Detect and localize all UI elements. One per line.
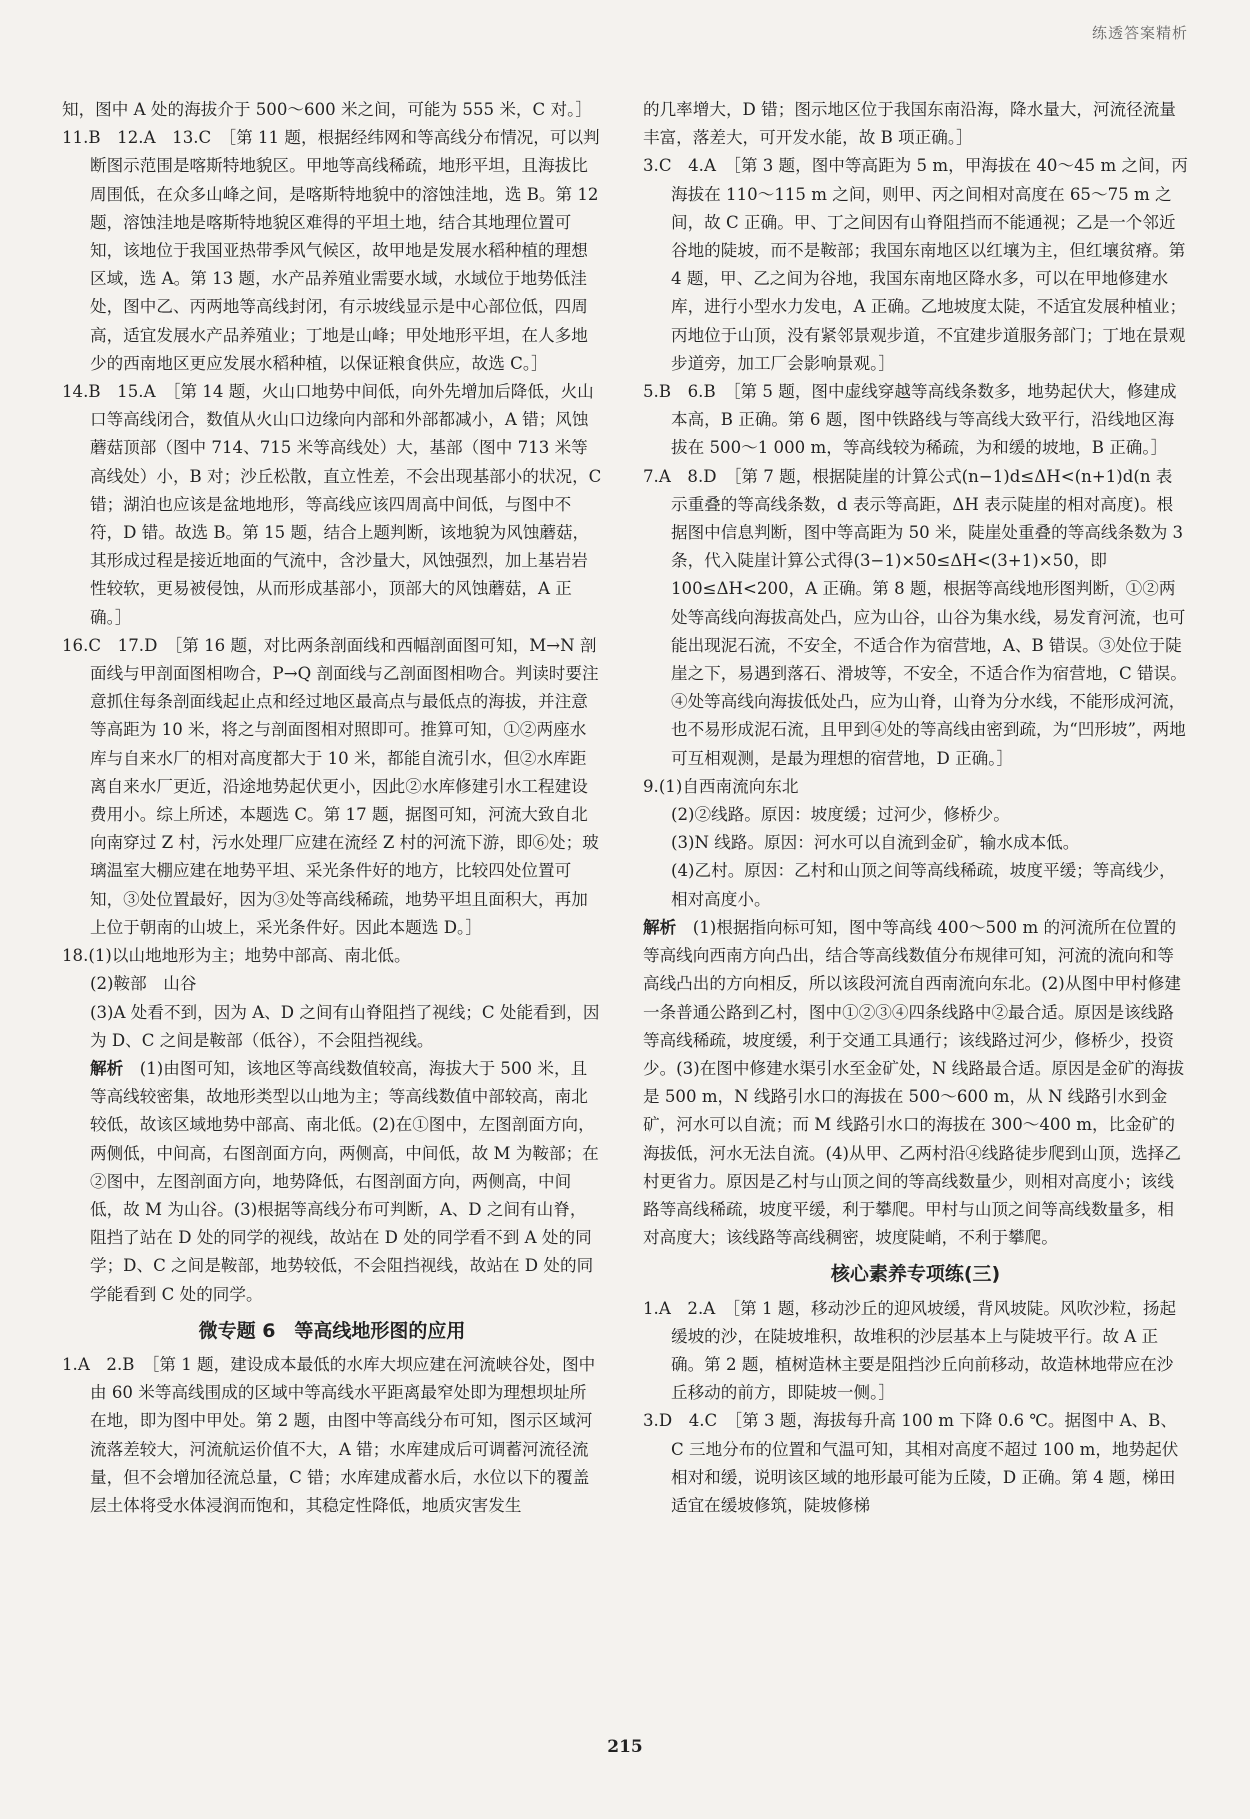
right-column	[643, 96, 1188, 1520]
answer-11-13: 11.B 12.A 13.C ［第 11 题，根据经纬网和等高线分布情况，可以判断图示范围是喀斯特地貌区。甲地等高线稀疏，地形平坦，且海拔比周围低，在众多山峰之间，是喀斯特地貌中的溶蚀洼地，选 B。第 12 题，溶蚀洼地是喀斯特地貌区难得的平坦土地，结合其地理位置可知，该地位于我国亚热带季风气候区，故甲地是发展水稻种植的理想区域，选 A。第 13 题，水产品养殖业需要水域，水域位于地势低洼处，图中乙、丙两地等高线封闭，有示坡线显示是中心部位低，四周高，适宜发展水产品养殖业；丁地是山峰；甲处地形平坦，在人多地少的西南地区更应发展水稻种植，以保证粮食供应，故选 C。］	[62, 128, 600, 373]
analysis-text: (1)根据指向标可知，图中等高线 400～500 m 的河流所在位置的等高线向西南方向凸出，结合等高线数值分布规律可知，河流的流向和等高线凸出的方向相反，所以该段河流自西南流向东北。(2)从图中甲村修建一条普通公路到乙村，图中①②③④四条线路中②最合适。原因是该线路等高线稀疏，坡度缓，利于交通工具通行；该线路过河少，修桥少，投资少。(3)在图中修建水渠引水至金矿处，N 线路最合适。原因是金矿的海拔是 500 m，N 线路引水口的海拔在 500～600 m，从 N 线路引水到金矿，河水可以自流；而 M 线路引水口的海拔在 300～400 m，比金矿的海拔低，河水无法自流。(4)从甲、乙两村沿④线路徒步爬到山顶，选择乙村更省力。原因是乙村与山顶之间的等高线数量少，则相对高度小；该线路等高线稀疏，坡度平缓，利于攀爬。甲村与山顶之间等高线数量多，相对高度大；该线路等高线稠密，坡度陡峭，不利于攀爬。	[643, 917, 1185, 1248]
answer-18-analysis	[62, 1055, 602, 1309]
section-title-core-literacy-3: 核心素养专项练(三)	[830, 1263, 1001, 1286]
left-column	[62, 96, 602, 1520]
answer-1-2: 1.A 2.B ［第 1 题，建设成本最低的水库大坝应建在河流峡谷处，图中由 60 米等高线围成的区域中等高线水平距离最窄处即为理想坝址所在地，即为图中甲处。第 2 题，由图中等高线分布可知，图示区域河流落差较大，河流航运价值不大，A 错；水库建成后可调蓄河流径流量，但不会增加径流总量，C 错；水库建成蓄水后，水位以下的覆盖层土体将受水体浸润而饱和，其稳定性降低，地质灾害发生	[62, 1354, 596, 1515]
page-number: 215	[607, 1737, 643, 1757]
answer-9-part2: (2)②线路。原因：坡度缓；过河少，修桥少。	[671, 805, 1010, 825]
answer-9-analysis	[643, 914, 1188, 1252]
answer-3-4-core: 3.D 4.C ［第 3 题，海拔每升高 100 m 下降 0.6 ℃。据图中 A、B、C 三地分布的位置和气温可知，其相对高度不超过 100 m，地势起伏相对和缓，说明该区域的地形最可能为丘陵，D 正确。第 4 题，梯田适宜在缓坡修筑，陡坡修梯	[643, 1411, 1179, 1515]
analysis-label: 解析	[643, 917, 677, 937]
answer-14-15: 14.B 15.A ［第 14 题，火山口地势中间低，向外先增加后降低，火山口等高线闭合，数值从火山口边缘向内部和外部都减小，A 错；风蚀蘑菇顶部（图中 714、715 米等高线处）大，基部（图中 713 米等高线处）小，B 对；沙丘松散，直立性差，不会出现基部小的状况，C 错；湖泊也应该是盆地地形，等高线应该四周高中间低，与图中不符，D 错。故选 B。第 15 题，结合上题判断，该地貌为风蚀蘑菇，其形成过程是接近地面的气流中，含沙量大，风蚀强烈，加上基岩岩性较软，更易被侵蚀，从而形成基部小，顶部大的风蚀蘑菇，A 正确。］	[62, 382, 602, 627]
answer-5-6: 5.B 6.B ［第 5 题，图中虚线穿越等高线条数多，地势起伏大，修建成本高，B 正确。第 6 题，图中铁路线与等高线大致平行，沿线地区海拔在 500～1 000 m，等高线较为稀疏，为和缓的坡地，B 正确。］	[643, 382, 1177, 458]
answer-9-part1: 9.(1)自西南流向东北	[643, 776, 799, 796]
answer-continuation-right: 的几率增大，D 错；图示地区位于我国东南沿海，降水量大，河流径流量丰富，落差大，可开发水能，故 B 项正确。］	[643, 100, 1176, 148]
answer-9-part3: (3)N 线路。原因：河水可以自流到金矿，输水成本低。	[671, 833, 1080, 853]
answer-18-part2: (2)鞍部 山谷	[90, 974, 197, 994]
answer-3-4: 3.C 4.A ［第 3 题，图中等高距为 5 m，甲海拔在 40～45 m 之间，丙海拔在 110～115 m 之间，则甲、丙之间相对高度在 65～75 m 之间，故 C 正确。甲、丁之间因有山脊阻挡而不能通视；乙是一个邻近谷地的陡坡，而不是鞍部；我国东南地区以红壤为主，但红壤贫瘠。第 4 题，甲、乙之间为谷地，我国东南地区降水多，可以在甲地修建水库，进行小型水力发电，A 正确。乙地坡度太陡，不适宜发展种植业；丙地位于山顶，没有紧邻景观步道，不宜建步道服务部门；丁地在景观步道旁，加工厂会影响景观。］	[643, 156, 1188, 373]
answer-continuation: 知，图中 A 处的海拔介于 500～600 米之间，可能为 555 米，C 对。］	[62, 100, 592, 119]
answer-18-part3: (3)A 处看不到，因为 A、D 之间有山脊阻挡了视线；C 处能看到，因为 D、C 之间是鞍部（低谷），不会阻挡视线。	[90, 1002, 600, 1050]
answer-7-8: 7.A 8.D ［第 7 题，根据陡崖的计算公式(n−1)d≤ΔH<(n+1)d(n 表示重叠的等高线条数，d 表示等高距，ΔH 表示陡崖的相对高度)。根据图中信息判断，图中等高距为 50 米，陡崖处重叠的等高线条数为 3 条，代入陡崖计算公式得(3−1)×50≤ΔH<(3+1)×50，即 100≤ΔH<200，A 正确。第 8 题，根据等高线地形图判断，①②两处等高线向海拔高处凸，应为山谷，山谷为集水线，易发育河流，也可能出现泥石流，不安全，不适合作为宿营地，A、B 错误。③处位于陡崖之下，易遇到落石、滑坡等，不安全，不适合作为宿营地，C 错误。④处等高线向海拔低处凸，应为山脊，山脊为分水线，不能形成河流，也不易形成泥石流，且甲到④处的等高线由密到疏，为“凹形坡”，两地可互相观测，是最为理想的宿营地，D 正确。］	[643, 466, 1187, 768]
analysis-label: 解析	[90, 1058, 124, 1078]
answer-16-17: 16.C 17.D ［第 16 题，对比两条剖面线和西幅剖面图可知，M→N 剖面线与甲剖面图相吻合，P→Q 剖面线与乙剖面图相吻合。判读时要注意抓住每条剖面线起止点和经过地区最高点与最低点的海拔，并注意等高距为 10 米，将之与剖面图相对照即可。推算可知，①②两座水库与自来水厂的相对高度都大于 10 米，都能自流引水，但②水库距离自来水厂更近，沿途地势起伏更小，因此②水库修建引水工程建设费用小。综上所述，本题选 C。第 17 题，据图可知，河流大致自北向南穿过 Z 村，污水处理厂应建在流经 Z 村的河流下游，即⑥处；玻璃温室大棚应建在地势平坦、采光条件好的地方，比较四处位置可知，③处位置最好，因为③处等高线稀疏，地势平坦且面积大，再加上位于朝南的山坡上，采光条件好。因此本题选 D。］	[62, 635, 599, 937]
answer-18-part1: 18.(1)以山地地形为主；地势中部高、南北低。	[62, 946, 411, 966]
answer-9-part4: (4)乙村。原因：乙村和山顶之间等高线稀疏，坡度平缓；等高线少，相对高度小。	[671, 861, 1176, 909]
analysis-text: (1)由图可知，该地区等高线数值较高，海拔大于 500 米，且等高线较密集，故地形类型以山地为主；等高线数值中部较高，南北较低，故该区域地势中部高、南北低。(2)在①图中，左图剖面方向，两侧低，中间高，右图剖面方向，两侧高，中间低，故 M 为鞍部；在②图中，左图剖面方向，地势降低，右图剖面方向，两侧高，中间低，故 M 为山谷。(3)根据等高线分布可判断，A、D 之间有山脊，阻挡了站在 D 处的同学的视线，故站在 D 处的同学看不到 A 处的同学；D、C 之间是鞍部，地势较低，不会阻挡视线，故站在 D 处的同学能看到 C 处的同学。	[90, 1058, 599, 1304]
running-header: 练透答案精析	[1091, 24, 1188, 42]
section-title-micro-topic-6: 微专题 6 等高线地形图的应用	[198, 1319, 466, 1342]
answer-1-2-core: 1.A 2.A ［第 1 题，移动沙丘的迎风坡缓，背风坡陡。风吹沙粒，扬起缓坡的沙，在陡坡堆积，故堆积的沙层基本上与陡坡平行。故 A 正确。第 2 题，植树造林主要是阻挡沙丘向前移动，故造林地带应在沙丘移动的前方，即陡坡一侧。］	[643, 1298, 1177, 1403]
